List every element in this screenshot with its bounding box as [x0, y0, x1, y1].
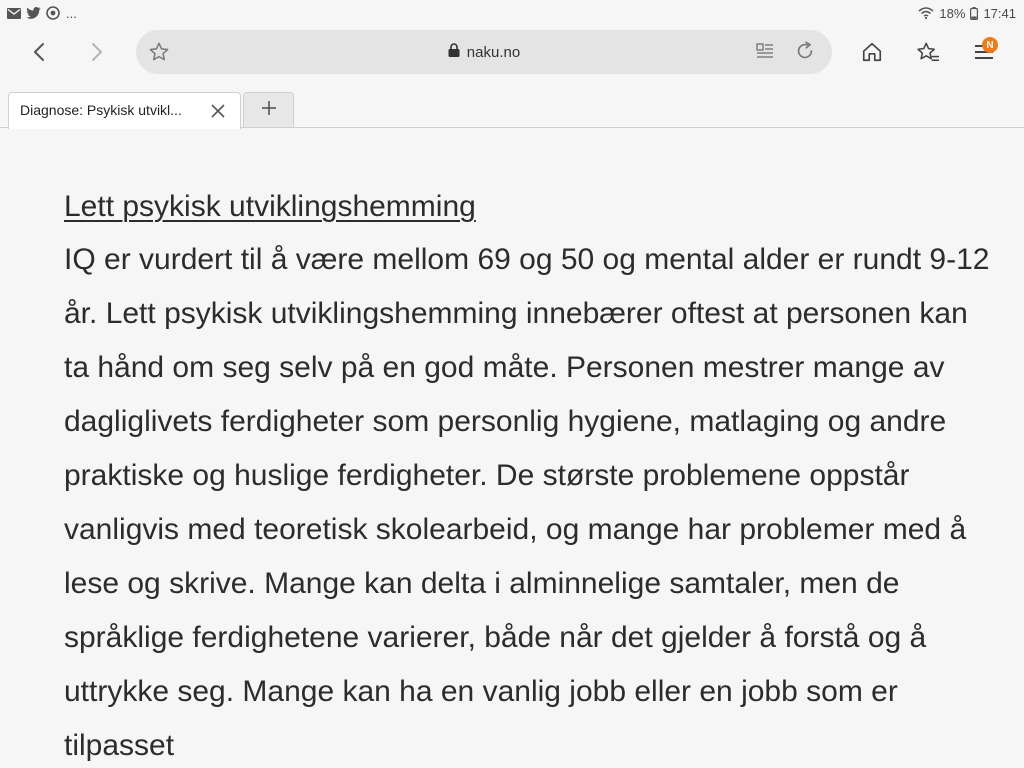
lock-icon	[448, 43, 460, 61]
new-tab-button[interactable]	[243, 92, 294, 127]
reload-icon[interactable]	[794, 40, 816, 66]
battery-percent: 18%	[939, 5, 966, 21]
menu-notification-badge: N	[982, 37, 998, 53]
article-body: IQ er vurdert til å være mellom 69 og 50 og mental alder er rundt 9-12 år. Lett psykisk utviklingshemming innebærer oftest at personen kan ta hånd om seg selv på en god måte. Personen mestrer mange av dagliglivets ferdigheter som personlig hygiene, matlaging og andre praktiske og huslige ferdigheter. De største problemene oppstår vanligvis med teoretisk skolearbeid, og mange har problemer med å lese og skrive. Mange kan delta i alminnelige samtaler, men de språklige ferdighetene varierer, både når det gjelder å forstå og å uttrykke seg. Mange kan ha en vanlig jobb eller en jobb som er tilpasset	[64, 243, 990, 762]
wifi-icon	[918, 7, 934, 19]
url-display[interactable]	[136, 30, 832, 74]
clock: 17:41	[983, 5, 1016, 21]
reader-mode-icon[interactable]	[756, 42, 774, 64]
article-heading[interactable]: Lett psykisk utviklingshemming	[64, 190, 476, 223]
forward-button[interactable]	[76, 34, 116, 74]
web-page[interactable]	[0, 129, 1024, 768]
address-bar[interactable]	[136, 30, 832, 74]
article	[64, 180, 994, 768]
mail-icon	[7, 8, 21, 19]
tab-title: Diagnose: Psykisk utvikl...	[20, 102, 182, 118]
menu-icon	[974, 39, 994, 65]
forward-icon	[86, 42, 106, 66]
status-bar	[0, 0, 1024, 26]
back-button[interactable]	[20, 34, 60, 74]
home-button[interactable]	[852, 34, 892, 74]
back-icon	[30, 42, 50, 66]
status-more: ...	[66, 5, 77, 21]
menu-button[interactable]	[964, 34, 1004, 74]
tab-active[interactable]	[8, 92, 241, 129]
plus-icon	[260, 99, 278, 121]
battery-icon	[970, 7, 978, 20]
status-left	[7, 6, 77, 21]
favorites-button[interactable]	[908, 34, 948, 74]
close-icon[interactable]	[209, 102, 227, 124]
tab-strip	[0, 82, 1024, 128]
favorites-icon	[916, 41, 940, 67]
home-icon	[861, 41, 883, 67]
browser-toolbar	[0, 26, 1024, 82]
status-right	[918, 6, 1016, 21]
app-icon	[46, 6, 60, 20]
url-text: naku.no	[466, 43, 521, 61]
twitter-icon	[26, 7, 41, 19]
